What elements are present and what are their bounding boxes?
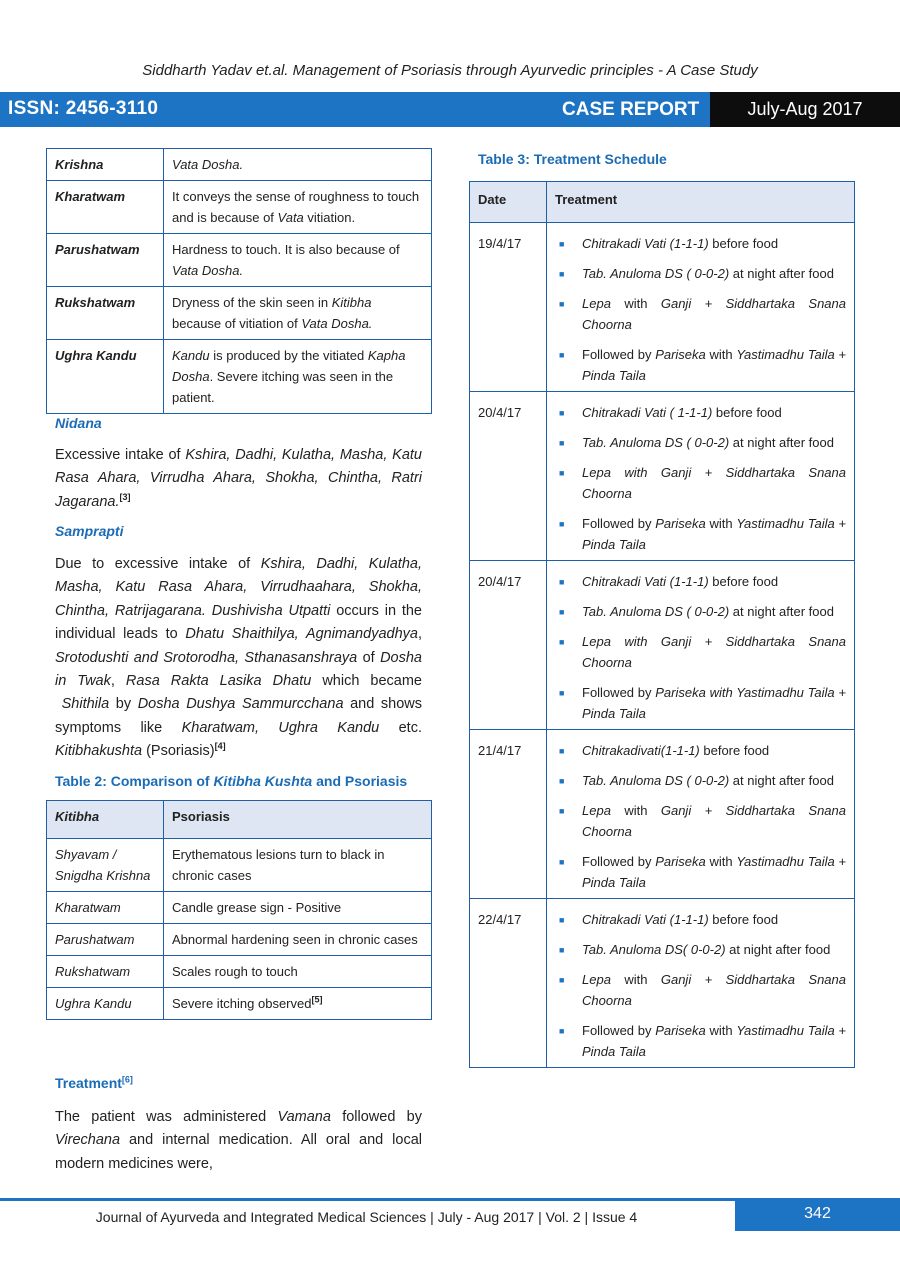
table-2-kitibha-cell: Rukshatwam — [47, 956, 164, 988]
table-3-header-date: Date — [470, 182, 547, 223]
treatment-text: Followed by Pariseka with Yastimadhu Taila + Pinda Taila — [582, 1023, 846, 1059]
table-2-psoriasis-cell: Abnormal hardening seen in chronic cases — [164, 924, 432, 956]
article-type-label: CASE REPORT — [562, 99, 700, 120]
issue-date-label: July-Aug 2017 — [710, 92, 900, 127]
square-bullet-icon: ■ — [559, 806, 565, 816]
table-2-psoriasis-cell: Scales rough to touch — [164, 956, 432, 988]
table-2-psoriasis-cell: Erythematous lesions turn to black in chronic cases — [164, 839, 432, 892]
treatment-list — [555, 571, 846, 724]
treatment-text: Tab. Anuloma DS ( 0-0-2) at night after food — [582, 773, 834, 788]
list-item — [555, 263, 846, 284]
table-row — [47, 149, 432, 181]
treatment-text: Tab. Anuloma DS ( 0-0-2) at night after food — [582, 266, 834, 281]
table-3-treatment-cell — [547, 392, 855, 561]
table-row — [47, 988, 432, 1020]
nidana-text: Excessive intake of Kshira, Dadhi, Kulatha, Masha, Katu Rasa Ahara, Virrudha Ahara, Shokha, Chintha, Ratri Jagarana.[3] — [55, 447, 422, 510]
list-item — [555, 851, 846, 893]
list-item — [555, 939, 846, 960]
table-row — [47, 234, 432, 287]
table-3-date-cell: 21/4/17 — [470, 730, 547, 899]
square-bullet-icon: ■ — [559, 607, 565, 617]
treatment-text: Chitrakadi Vati (1-1-1) before food — [582, 574, 779, 589]
table-row — [47, 287, 432, 340]
page-number: 342 — [735, 1201, 900, 1231]
square-bullet-icon: ■ — [559, 945, 565, 955]
table-3-caption: Table 3: Treatment Schedule — [478, 151, 667, 167]
table-2-kitibha-cell: Parushatwam — [47, 924, 164, 956]
square-bullet-icon: ■ — [559, 468, 565, 478]
treatment-text: Lepa with Ganji + Siddhartaka Snana Choorna — [582, 634, 846, 670]
square-bullet-icon: ■ — [559, 857, 565, 867]
treatment-text: Chitrakadi Vati ( 1-1-1) before food — [582, 405, 782, 420]
list-item — [555, 1020, 846, 1062]
table-3-date-cell: 20/4/17 — [470, 561, 547, 730]
issn-label: ISSN: 2456-3110 — [8, 98, 159, 119]
list-item — [555, 800, 846, 842]
treatment-text: Chitrakadi Vati (1-1-1) before food — [582, 912, 779, 927]
table-3-treatment-cell — [547, 899, 855, 1068]
nidana-heading: Nidana — [55, 415, 102, 431]
table-3-treatment-cell — [547, 223, 855, 392]
table-1-term: Parushatwam — [47, 234, 164, 287]
table-row — [470, 561, 855, 730]
list-item — [555, 631, 846, 673]
square-bullet-icon: ■ — [559, 688, 565, 698]
table-2-kitibha-cell: Kharatwam — [47, 892, 164, 924]
list-item — [555, 770, 846, 791]
square-bullet-icon: ■ — [559, 915, 565, 925]
table-3-date-cell: 22/4/17 — [470, 899, 547, 1068]
square-bullet-icon: ■ — [559, 776, 565, 786]
square-bullet-icon: ■ — [559, 269, 565, 279]
square-bullet-icon: ■ — [559, 519, 565, 529]
table-1-description: Dryness of the skin seen in Kitibha because of vitiation of Vata Dosha. — [164, 287, 432, 340]
list-item — [555, 969, 846, 1011]
table-3-header-treatment: Treatment — [547, 182, 855, 223]
list-item — [555, 740, 846, 761]
table-3 — [469, 181, 855, 1068]
square-bullet-icon: ■ — [559, 299, 565, 309]
table-row — [47, 892, 432, 924]
table-2-caption: Table 2: Comparison of Kitibha Kushta and Psoriasis — [55, 773, 408, 789]
table-2-header-kitibha: Kitibha — [47, 801, 164, 839]
treatment-heading: Treatment[6] — [55, 1074, 133, 1091]
square-bullet-icon: ■ — [559, 637, 565, 647]
treatment-list — [555, 909, 846, 1062]
treatment-text: Lepa with Ganji + Siddhartaka Snana Choorna — [582, 803, 846, 839]
table-row — [47, 839, 432, 892]
square-bullet-icon: ■ — [559, 350, 565, 360]
table-1-term: Kharatwam — [47, 181, 164, 234]
table-2-psoriasis-cell: Severe itching observed[5] — [164, 988, 432, 1020]
samprapti-text: Due to excessive intake of Kshira, Dadhi, Kulatha, Masha, Katu Rasa Ahara, Virrudhaahara, Shokha, Chintha, Ratrijagarana. Dushivisha Utpatti occurs in the individual leads to Dhatu Shaithilya, Agnimandyadhya, Srotodushti and Srotorodha, Sthanasanshraya of Dosha in Twak, Rasa Rakta Lasika Dhatu which became Shithila by Dosha Dushya Sammurcchana and shows symptoms like Kharatwam, Ughra Kandu etc. Kitibhakushta (Psoriasis)[4] — [55, 556, 423, 760]
table-row — [470, 223, 855, 392]
list-item — [555, 571, 846, 592]
table-row — [47, 340, 432, 414]
samprapti-heading: Samprapti — [55, 523, 124, 539]
list-item — [555, 344, 846, 386]
table-1-description: Kandu is produced by the vitiated Kapha Dosha. Severe itching was seen in the patient. — [164, 340, 432, 414]
treatment-list — [555, 402, 846, 555]
table-2-kitibha-cell: Ughra Kandu — [47, 988, 164, 1020]
table-2-header-psoriasis: Psoriasis — [164, 801, 432, 839]
table-row — [470, 899, 855, 1068]
table-3-date-cell: 19/4/17 — [470, 223, 547, 392]
table-row — [470, 730, 855, 899]
header-banner — [0, 92, 900, 127]
table-2-kitibha-cell: Shyavam / Snigdha Krishna — [47, 839, 164, 892]
treatment-text: Tab. Anuloma DS ( 0-0-2) at night after food — [582, 604, 834, 619]
treatment-text: The patient was administered Vamana followed by Virechana and internal medication. All oral and local modern medicines were, — [55, 1109, 422, 1172]
list-item — [555, 462, 846, 504]
treatment-text: Lepa with Ganji + Siddhartaka Snana Choorna — [582, 972, 846, 1008]
table-row — [47, 956, 432, 988]
square-bullet-icon: ■ — [559, 975, 565, 985]
list-item — [555, 432, 846, 453]
table-1-continued — [46, 148, 432, 414]
treatment-text: Chitrakadivati(1-1-1) before food — [582, 743, 770, 758]
treatment-text: Lepa with Ganji + Siddhartaka Snana Choorna — [582, 296, 846, 332]
table-row — [47, 181, 432, 234]
treatment-text: Followed by Pariseka with Yastimadhu Taila + Pinda Taila — [582, 854, 846, 890]
treatment-text: Chitrakadi Vati (1-1-1) before food — [582, 236, 779, 251]
list-item — [555, 233, 846, 254]
treatment-text: Followed by Pariseka with Yastimadhu Taila + Pinda Taila — [582, 347, 846, 383]
footer-journal: Journal of Ayurveda and Integrated Medical Sciences | July - Aug 2017 | Vol. 2 | Issue 4 — [95, 1209, 638, 1225]
list-item — [555, 682, 846, 724]
table-row — [470, 392, 855, 561]
table-1-term: Rukshatwam — [47, 287, 164, 340]
table-1-description: It conveys the sense of roughness to touch and is because of Vata vitiation. — [164, 181, 432, 234]
table-1-term: Krishna — [47, 149, 164, 181]
square-bullet-icon: ■ — [559, 408, 565, 418]
square-bullet-icon: ■ — [559, 577, 565, 587]
table-row — [47, 924, 432, 956]
treatment-list — [555, 233, 846, 386]
table-2 — [46, 800, 432, 1020]
treatment-text: Lepa with Ganji + Siddhartaka Snana Choorna — [582, 465, 846, 501]
table-2-psoriasis-cell: Candle grease sign - Positive — [164, 892, 432, 924]
treatment-text: Followed by Pariseka with Yastimadhu Taila + Pinda Taila — [582, 685, 846, 721]
treatment-list — [555, 740, 846, 893]
list-item — [555, 909, 846, 930]
list-item — [555, 601, 846, 622]
treatment-text: Followed by Pariseka with Yastimadhu Taila + Pinda Taila — [582, 516, 846, 552]
square-bullet-icon: ■ — [559, 1026, 565, 1036]
list-item — [555, 402, 846, 423]
square-bullet-icon: ■ — [559, 746, 565, 756]
table-3-date-cell: 20/4/17 — [470, 392, 547, 561]
table-1-description: Vata Dosha. — [164, 149, 432, 181]
square-bullet-icon: ■ — [559, 239, 565, 249]
square-bullet-icon: ■ — [559, 438, 565, 448]
treatment-text: Tab. Anuloma DS( 0-0-2) at night after food — [582, 942, 831, 957]
running-title: Siddharth Yadav et.al. Management of Psoriasis through Ayurvedic principles - A Case Study — [142, 62, 758, 79]
table-1-description: Hardness to touch. It is also because of Vata Dosha. — [164, 234, 432, 287]
table-1-term: Ughra Kandu — [47, 340, 164, 414]
list-item — [555, 513, 846, 555]
treatment-text: Tab. Anuloma DS ( 0-0-2) at night after food — [582, 435, 834, 450]
table-3-treatment-cell — [547, 561, 855, 730]
list-item — [555, 293, 846, 335]
table-3-treatment-cell — [547, 730, 855, 899]
